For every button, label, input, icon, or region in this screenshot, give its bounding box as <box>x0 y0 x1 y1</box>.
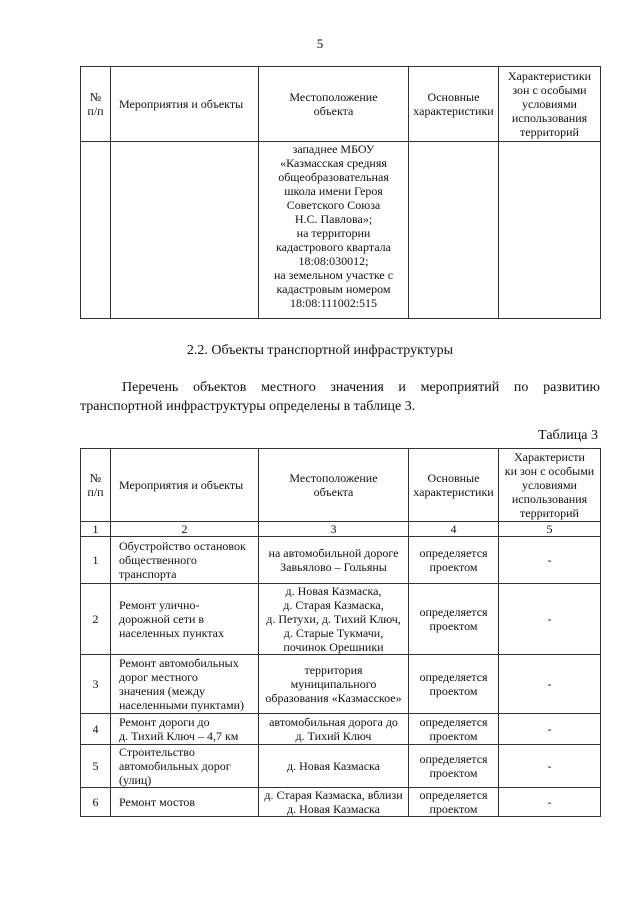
cell-event: Строительство автомобильных дорог (улиц) <box>111 745 259 788</box>
column-number: 5 <box>499 522 601 537</box>
cell-location: д. Новая Казмаска, д. Старая Казмаска, д. Петухи, д. Тихий Ключ, д. Старые Тукмачи, починок Орешники <box>259 584 409 655</box>
cell-location: территория муниципального образования «Казмасское» <box>259 655 409 714</box>
table-header-row <box>81 449 601 522</box>
table-2-continuation <box>80 66 601 319</box>
header-zones: Характеристи ки зон с особыми условиями использования территорий <box>499 449 601 522</box>
cell-event: Обустройство остановок общественного транспорта <box>111 537 259 584</box>
cell-number: 4 <box>81 714 111 745</box>
header-zones: Характеристики зон с особыми условиями использования территорий <box>499 67 601 142</box>
cell-zones: - <box>499 714 601 745</box>
table-row <box>81 584 601 655</box>
column-number: 4 <box>409 522 499 537</box>
cell-number: 2 <box>81 584 111 655</box>
cell-zones: - <box>499 788 601 817</box>
column-number-row <box>81 522 601 537</box>
table-3 <box>80 448 601 817</box>
cell-characteristics: определяется проектом <box>409 655 499 714</box>
table-row <box>81 142 601 319</box>
cell-characteristics: определяется проектом <box>409 537 499 584</box>
cell-empty <box>499 142 601 319</box>
cell-zones: - <box>499 584 601 655</box>
cell-event: Ремонт улично- дорожной сети в населенных пунктах <box>111 584 259 655</box>
cell-event: Ремонт мостов <box>111 788 259 817</box>
cell-characteristics: определяется проектом <box>409 584 499 655</box>
table-row <box>81 655 601 714</box>
cell-zones: - <box>499 655 601 714</box>
cell-number: 5 <box>81 745 111 788</box>
section-title: 2.2. Объекты транспортной инфраструктуры <box>186 343 454 358</box>
page-number: 5 <box>316 36 324 51</box>
column-number: 2 <box>111 522 259 537</box>
cell-location: д. Новая Казмаска <box>259 745 409 788</box>
cell-characteristics: определяется проектом <box>409 714 499 745</box>
header-number: № п/п <box>81 449 111 522</box>
table-row <box>81 714 601 745</box>
column-number: 1 <box>81 522 111 537</box>
header-number: № п/п <box>81 67 111 142</box>
cell-characteristics: определяется проектом <box>409 788 499 817</box>
cell-location: западнее МБОУ «Казмасская средняя общеобразовательная школа имени Героя Советского Союза Н.С. Павлова»; на территории кадастрового квартала 18:08:030012; на земельном участке с кадастровым номером 18:08:111002:515 <box>259 142 409 319</box>
cell-location: д. Старая Казмаска, вблизи д. Новая Казмаска <box>259 788 409 817</box>
cell-characteristics: определяется проектом <box>409 745 499 788</box>
table-header-row <box>81 67 601 142</box>
header-characteristics: Основные характеристики <box>409 67 499 142</box>
paragraph: Перечень объектов местного значения и мероприятий по развитию транспортной инфраструктуры определены в таблице 3. <box>80 380 600 414</box>
cell-event: Ремонт автомобильных дорог местного значения (между населенными пунктами) <box>111 655 259 714</box>
cell-empty <box>409 142 499 319</box>
cell-number: 6 <box>81 788 111 817</box>
table-label: Таблица 3 <box>538 428 598 443</box>
table-row <box>81 745 601 788</box>
cell-zones: - <box>499 745 601 788</box>
cell-location: на автомобильной дороге Завьялово – Гольяны <box>259 537 409 584</box>
header-events: Мероприятия и объекты <box>111 67 259 142</box>
cell-event: Ремонт дороги до д. Тихий Ключ – 4,7 км <box>111 714 259 745</box>
cell-number: 1 <box>81 537 111 584</box>
cell-zones: - <box>499 537 601 584</box>
header-location: Местоположение объекта <box>259 449 409 522</box>
header-events: Мероприятия и объекты <box>111 449 259 522</box>
cell-empty <box>111 142 259 319</box>
cell-number: 3 <box>81 655 111 714</box>
cell-empty <box>81 142 111 319</box>
column-number: 3 <box>259 522 409 537</box>
header-characteristics: Основные характеристики <box>409 449 499 522</box>
cell-location: автомобильная дорога до д. Тихий Ключ <box>259 714 409 745</box>
table-row <box>81 537 601 584</box>
table-row <box>81 788 601 817</box>
header-location: Местоположение объекта <box>259 67 409 142</box>
